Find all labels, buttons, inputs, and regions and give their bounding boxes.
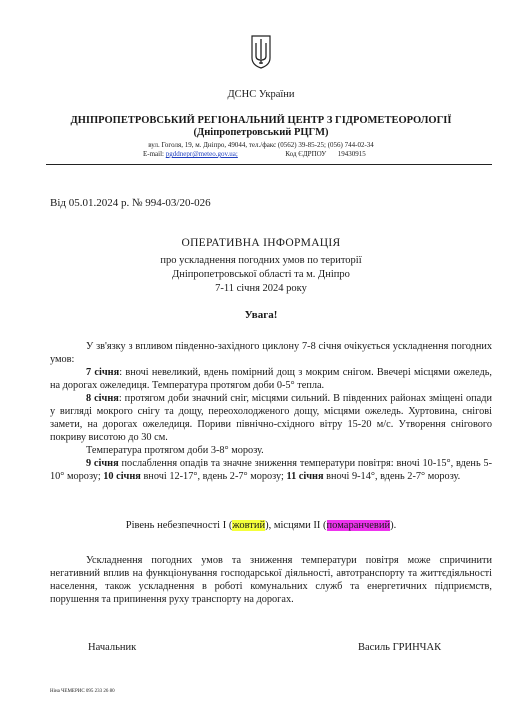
- day8-label: 8 січня: [86, 393, 119, 404]
- center-short-name: (Дніпропетровський РЦГМ): [193, 127, 329, 138]
- day8-temperature: Температура протягом доби 3-8° морозу.: [86, 445, 264, 456]
- subtitle-line-1: про ускладнення погодних умов по території: [160, 255, 362, 266]
- email-label: E-mail:: [143, 150, 164, 158]
- day11-text: вночі 9-14°, вдень 2-7° морозу.: [323, 471, 461, 482]
- hazard-prefix: Рівень небезпечності І (: [125, 520, 233, 531]
- signatory-position: Начальник: [88, 642, 137, 653]
- document-title: ОПЕРАТИВНА ІНФОРМАЦІЯ: [181, 237, 341, 249]
- intro-paragraph: У зв'язку з впливом південно-західного циклону 7-8 січня очікується ускладнення погодних умов:: [50, 341, 492, 365]
- code-value: 19430915: [337, 150, 366, 158]
- agency-name: ДСНС України: [227, 89, 295, 100]
- email-link[interactable]: pgddnepr@meteo.gov.ua;: [165, 150, 238, 158]
- forecast-body: [50, 340, 492, 483]
- day10-label: 10 січня: [103, 471, 141, 482]
- hazard-level-yellow: жовтий: [232, 520, 266, 531]
- day7-paragraph: [50, 366, 492, 392]
- executor-footer: Ніна ЧЕМЕРИС 095 233 26 80: [50, 689, 115, 694]
- hazard-suffix: ).: [390, 520, 397, 531]
- consequences-block: [50, 554, 492, 606]
- subtitle-line-2: Дніпропетровської області та м. Дніпро: [172, 269, 350, 280]
- day9-text: послаблення опадів та значне зниження температури повітря: вночі 10-15°, вдень 5-10° морозу;: [50, 458, 493, 482]
- hazard-level-line: [0, 520, 522, 531]
- center-name: ДНІПРОПЕТРОВСЬКИЙ РЕГІОНАЛЬНИЙ ЦЕНТР З ГІДРОМЕТЕОРОЛОГІЇ: [70, 115, 452, 126]
- contact-line: [143, 150, 366, 158]
- day10-text: вночі 12-17°, вдень 2-7° морозу;: [140, 471, 287, 482]
- center-name-block: [0, 115, 522, 139]
- center-address: вул. Гоголя, 19, м. Дніпро, 49044, тел./факс (0562) 39-85-25; (056) 744-02-34: [148, 141, 374, 149]
- attention-heading: Увага!: [244, 309, 278, 321]
- hazard-middle: ), місцями ІІ (: [265, 520, 327, 531]
- document-reference: Від 05.01.2024 р. № 994-03/20-026: [50, 197, 211, 209]
- day11-label: 11 січня: [286, 471, 324, 482]
- day7-text: : вночі невеликий, вдень помірний дощ з мокрим снігом. Ввечері місцями ожеледь, на дорогах ожеледиця. Температура протягом доби 0-5° тепла.: [50, 367, 492, 391]
- header-divider: [46, 164, 492, 165]
- day8-text: : протягом доби значний сніг, місцями сильний. В південних районах зміщені опади у вигляді мокрого снігу та дощу, переохолодженого дощу, місцями ожеледь. Хуртовина, снігові замети, на дорогах ожеледиця. Пориви північно-східного вітру 15-20 м/с. Утворення снігового покриву висотою до 30 см.: [50, 393, 492, 443]
- code-label: Код ЄДРПОУ: [285, 150, 327, 158]
- days9-11-paragraph: [50, 457, 492, 483]
- consequences-paragraph: Ускладнення погодних умов та зниження температури повітря може спричинити негативний вплив на функціонування господарської діяльності, автотранспорту та життєдіяльності населення, також ускладнення в роботі комунальних служб та енергетичних підприємств, порушення та припинення руху транспорту на дорогах.: [50, 555, 492, 605]
- trident-emblem-icon: [250, 34, 272, 70]
- hazard-level-orange: помаранчевий: [326, 520, 391, 531]
- day8-paragraph: [50, 392, 492, 444]
- signatory-name: Василь ГРИНЧАК: [358, 642, 442, 653]
- day9-label: 9 січня: [86, 458, 119, 469]
- day7-label: 7 січня: [86, 367, 120, 378]
- subtitle-line-3: 7-11 січня 2024 року: [215, 283, 307, 294]
